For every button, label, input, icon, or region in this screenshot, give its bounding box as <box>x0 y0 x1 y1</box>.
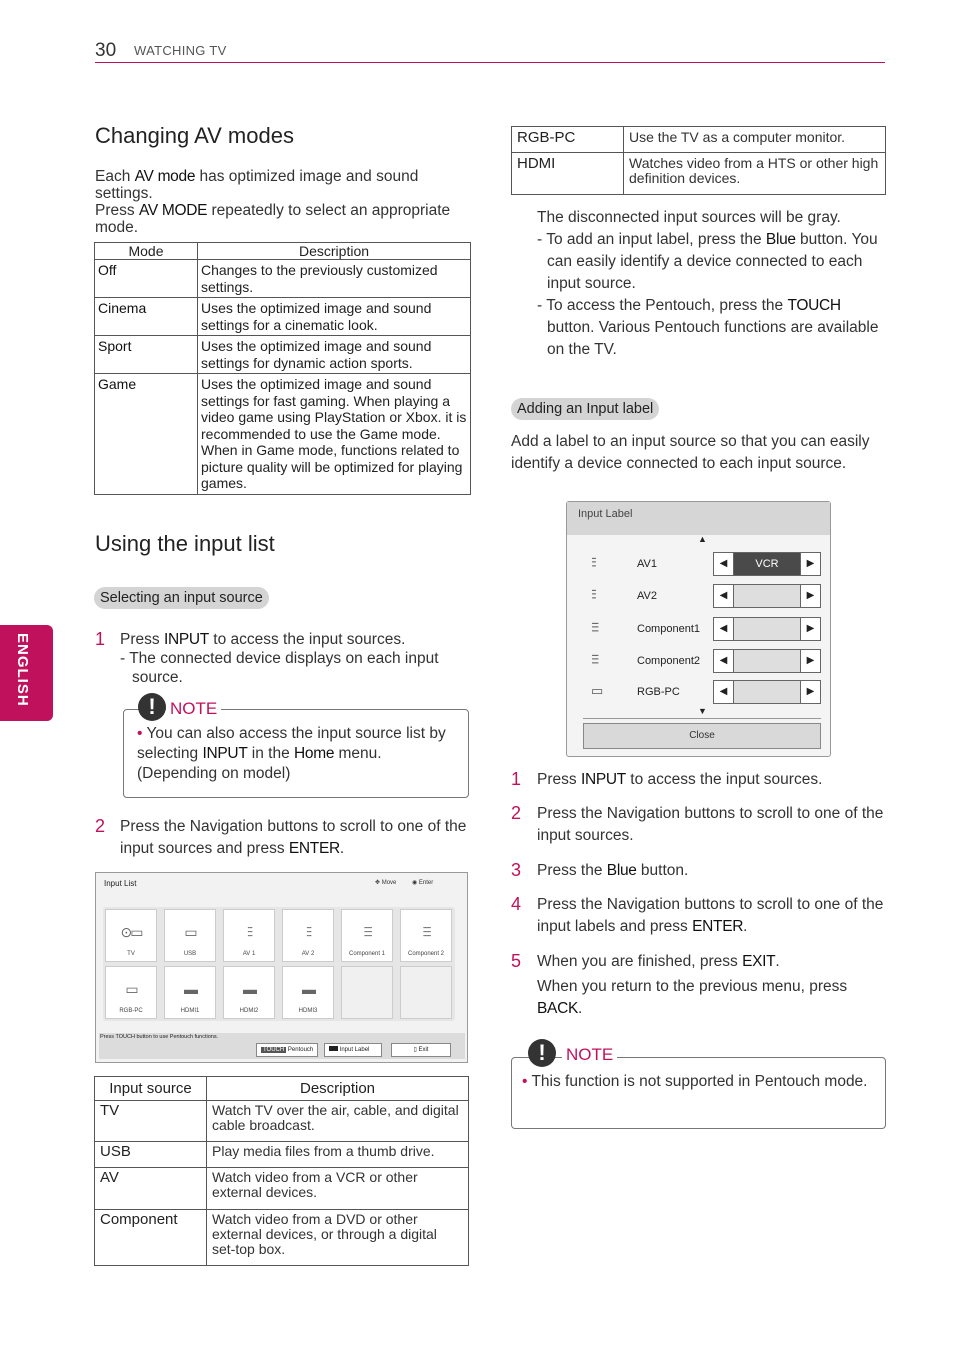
input-label-intro: Add a label to an input source so that you can easily identify a device connected to each input source. <box>511 433 870 472</box>
table-header: Mode <box>95 243 198 260</box>
left-arrow-icon[interactable]: ◀ <box>713 552 734 576</box>
screen-footer <box>99 1033 465 1059</box>
enter-icon: ◉ <box>412 880 419 886</box>
component-icon: ⫶⫶⫶⫶⫶ <box>422 924 430 940</box>
step-text: Press the Navigation buttons to scroll to one of the input sources. <box>537 805 884 844</box>
rca-icon: ⫶⫶⫶ <box>591 587 595 602</box>
av-mode-table <box>94 242 471 495</box>
rca-icon: ⫶⫶⫶ <box>591 555 595 570</box>
step-text: Press INPUT to access the input sources. <box>537 771 823 788</box>
label-row-av1[interactable]: ⫶⫶⫶ AV1 ◀ VCR ▶ <box>587 552 823 578</box>
table-header: Input source <box>95 1077 207 1101</box>
empty-tile <box>341 966 393 1019</box>
left-arrow-icon[interactable]: ◀ <box>713 584 734 608</box>
gray-note: The disconnected input sources will be gray. - To add an input label, press the Blue button. You can easily identify a device connected to each input source. - To access the Pentouch, press the TOUCH button. Various Pentouch functions are available on the TV. <box>537 209 879 358</box>
right-arrow-icon[interactable]: ▶ <box>800 552 821 576</box>
section-title-av-modes: Changing AV modes <box>95 123 294 148</box>
section-title-input-list: Using the input list <box>95 531 275 556</box>
empty-tile <box>400 966 452 1019</box>
av-intro: Each AV mode has optimized image and sound settings. Press AV MODE repeatedly to select an appropriate mode. <box>95 168 451 236</box>
table-row: Game Uses the optimized image and sound settings for fast gaming. When playing a video game using PlayStation or Xbox. it is recommended to use the Game mode. When in Game mode, functions related to picture quality will be optimized for playing games. <box>95 374 471 495</box>
vga-icon: ▭ <box>591 683 602 698</box>
note-box <box>123 709 469 798</box>
exit-button[interactable]: ▯ Exit <box>391 1043 451 1057</box>
note-label: NOTE <box>166 699 221 719</box>
close-button[interactable]: Close <box>583 723 821 749</box>
usb-icon: ▭ <box>184 924 196 940</box>
table-row: HDMI Watches video from a HTS or other high definition devices. <box>512 153 886 195</box>
subsection-pill: Selecting an input source <box>94 587 269 609</box>
label-row-component2[interactable]: ⫶⫶⫶⫶⫶ Component2 ◀ ▶ <box>587 649 823 675</box>
side-tab-label: ENGLISH <box>14 633 31 707</box>
input-source-table-cont <box>511 126 886 195</box>
note-box <box>511 1057 886 1129</box>
table-row: AV Watch video from a VCR or other external devices. <box>95 1168 469 1210</box>
table-row: Sport Uses the optimized image and sound settings for dynamic action sports. <box>95 336 471 374</box>
label-value <box>734 584 800 608</box>
table-row: Off Changes to the previously customized settings. <box>95 260 471 298</box>
note-label: NOTE <box>562 1045 617 1065</box>
scroll-up-icon[interactable]: ▲ <box>698 534 707 544</box>
exit-icon: ▯ <box>413 1047 419 1053</box>
right-arrow-icon[interactable]: ▶ <box>800 584 821 608</box>
step-text: Press INPUT to access the input sources. - The connected device displays on each input source. <box>120 631 439 686</box>
step-number: 1 <box>95 629 106 649</box>
source-tile-av1[interactable]: ⫶⫶⫶ AV 1 <box>223 909 275 962</box>
input-list-screen <box>95 872 468 1063</box>
vga-icon: ▭ <box>125 981 137 997</box>
table-header: Description <box>207 1077 469 1101</box>
right-arrow-icon[interactable]: ▶ <box>800 649 821 673</box>
step-text: When you are finished, press EXIT. When you return to the previous menu, press BACK. <box>537 953 848 1017</box>
source-tile-hdmi2[interactable]: ▬ HDMI2 <box>223 966 275 1019</box>
left-arrow-icon[interactable]: ◀ <box>713 617 734 641</box>
table-row: Component Watch video from a DVD or other external devices, or through a digital set-top box. <box>95 1210 469 1266</box>
input-source-table <box>94 1076 469 1266</box>
component-icon: ⫶⫶⫶⫶⫶ <box>591 652 598 667</box>
page-number: 30 <box>95 40 117 61</box>
source-tile-tv[interactable]: ⊙▭ TV <box>105 909 157 962</box>
label-value <box>734 649 800 673</box>
step-number: 2 <box>95 816 106 836</box>
left-arrow-icon[interactable]: ◀ <box>713 649 734 673</box>
step-number: 3 <box>511 860 522 880</box>
scroll-down-icon[interactable]: ▼ <box>698 706 707 716</box>
component-icon: ⫶⫶⫶⫶⫶ <box>363 924 371 940</box>
label-row-av2[interactable]: ⫶⫶⫶ AV2 ◀ ▶ <box>587 584 823 610</box>
running-header: WATCHING TV <box>134 43 227 58</box>
label-value: VCR <box>734 552 800 576</box>
hdmi-icon: ▬ <box>302 981 314 997</box>
source-tile-av2[interactable]: ⫶⫶⫶ AV 2 <box>282 909 334 962</box>
rca-icon: ⫶⫶⫶ <box>305 924 311 940</box>
step-number: 1 <box>511 769 522 789</box>
table-row: USB Play media files from a thumb drive. <box>95 1142 469 1168</box>
rca-icon: ⫶⫶⫶ <box>246 924 252 940</box>
source-tile-hdmi1[interactable]: ▬ HDMI1 <box>164 966 216 1019</box>
input-label-button[interactable]: Input Label <box>324 1043 382 1057</box>
pentouch-button[interactable]: TOUCH Pentouch <box>256 1043 318 1057</box>
source-tile-component1[interactable]: ⫶⫶⫶⫶⫶ Component 1 <box>341 909 393 962</box>
step-text: Press the Navigation buttons to scroll to one of the input labels and press ENTER. <box>537 896 884 935</box>
language-side-tab <box>0 625 53 721</box>
left-arrow-icon[interactable]: ◀ <box>713 680 734 704</box>
step-text: Press the Blue button. <box>537 862 689 879</box>
right-arrow-icon[interactable]: ▶ <box>800 680 821 704</box>
step-number: 2 <box>511 803 522 823</box>
screen-title: Input List <box>104 879 137 888</box>
source-grid <box>103 907 455 1021</box>
source-tile-usb[interactable]: ▭ USB <box>164 909 216 962</box>
tv-connector-icon: ⊙▭ <box>120 924 142 940</box>
note-text: • This function is not supported in Pentouch mode. <box>522 1073 868 1090</box>
exclamation-icon: ! <box>138 693 166 721</box>
table-row: TV Watch TV over the air, cable, and digital cable broadcast. <box>95 1101 469 1142</box>
exclamation-icon: ! <box>528 1039 556 1067</box>
label-value <box>734 680 800 704</box>
label-row-rgb-pc[interactable]: ▭ RGB-PC ◀ ▶ <box>587 680 823 706</box>
footer-hint: Press TOUCH button to use Pentouch functions. <box>100 1034 219 1040</box>
input-label-dialog <box>566 501 831 757</box>
source-tile-component2[interactable]: ⫶⫶⫶⫶⫶ Component 2 <box>400 909 452 962</box>
hdmi-icon: ▬ <box>243 981 255 997</box>
move-hint: ✥ Move <box>375 880 397 886</box>
step-number: 4 <box>511 894 522 914</box>
right-arrow-icon[interactable]: ▶ <box>800 617 821 641</box>
source-tile-rgb-pc[interactable]: ▭ RGB-PC <box>105 966 157 1019</box>
label-row-component1[interactable]: ⫶⫶⫶⫶⫶ Component1 ◀ ▶ <box>587 617 823 643</box>
divider <box>583 718 821 719</box>
header-rule <box>95 62 885 63</box>
dialog-title: Input Label <box>578 508 633 520</box>
step-text: Press the Navigation buttons to scroll to one of the input sources and press ENTER. <box>120 818 467 857</box>
label-value <box>734 617 800 641</box>
source-tile-hdmi3[interactable]: ▬ HDMI3 <box>282 966 334 1019</box>
component-icon: ⫶⫶⫶⫶⫶ <box>591 620 598 635</box>
step-number: 5 <box>511 951 522 971</box>
move-icon: ✥ <box>375 880 382 886</box>
table-row: RGB-PC Use the TV as a computer monitor. <box>512 127 886 153</box>
table-row: Cinema Uses the optimized image and sound settings for a cinematic look. <box>95 298 471 336</box>
table-header: Description <box>198 243 471 260</box>
subsection-pill: Adding an Input label <box>511 398 659 420</box>
hdmi-icon: ▬ <box>184 981 196 997</box>
note-text: • You can also access the input source list by selecting INPUT in the Home menu. (Depending on model) <box>137 725 446 782</box>
enter-hint: ◉ Enter <box>412 880 434 886</box>
